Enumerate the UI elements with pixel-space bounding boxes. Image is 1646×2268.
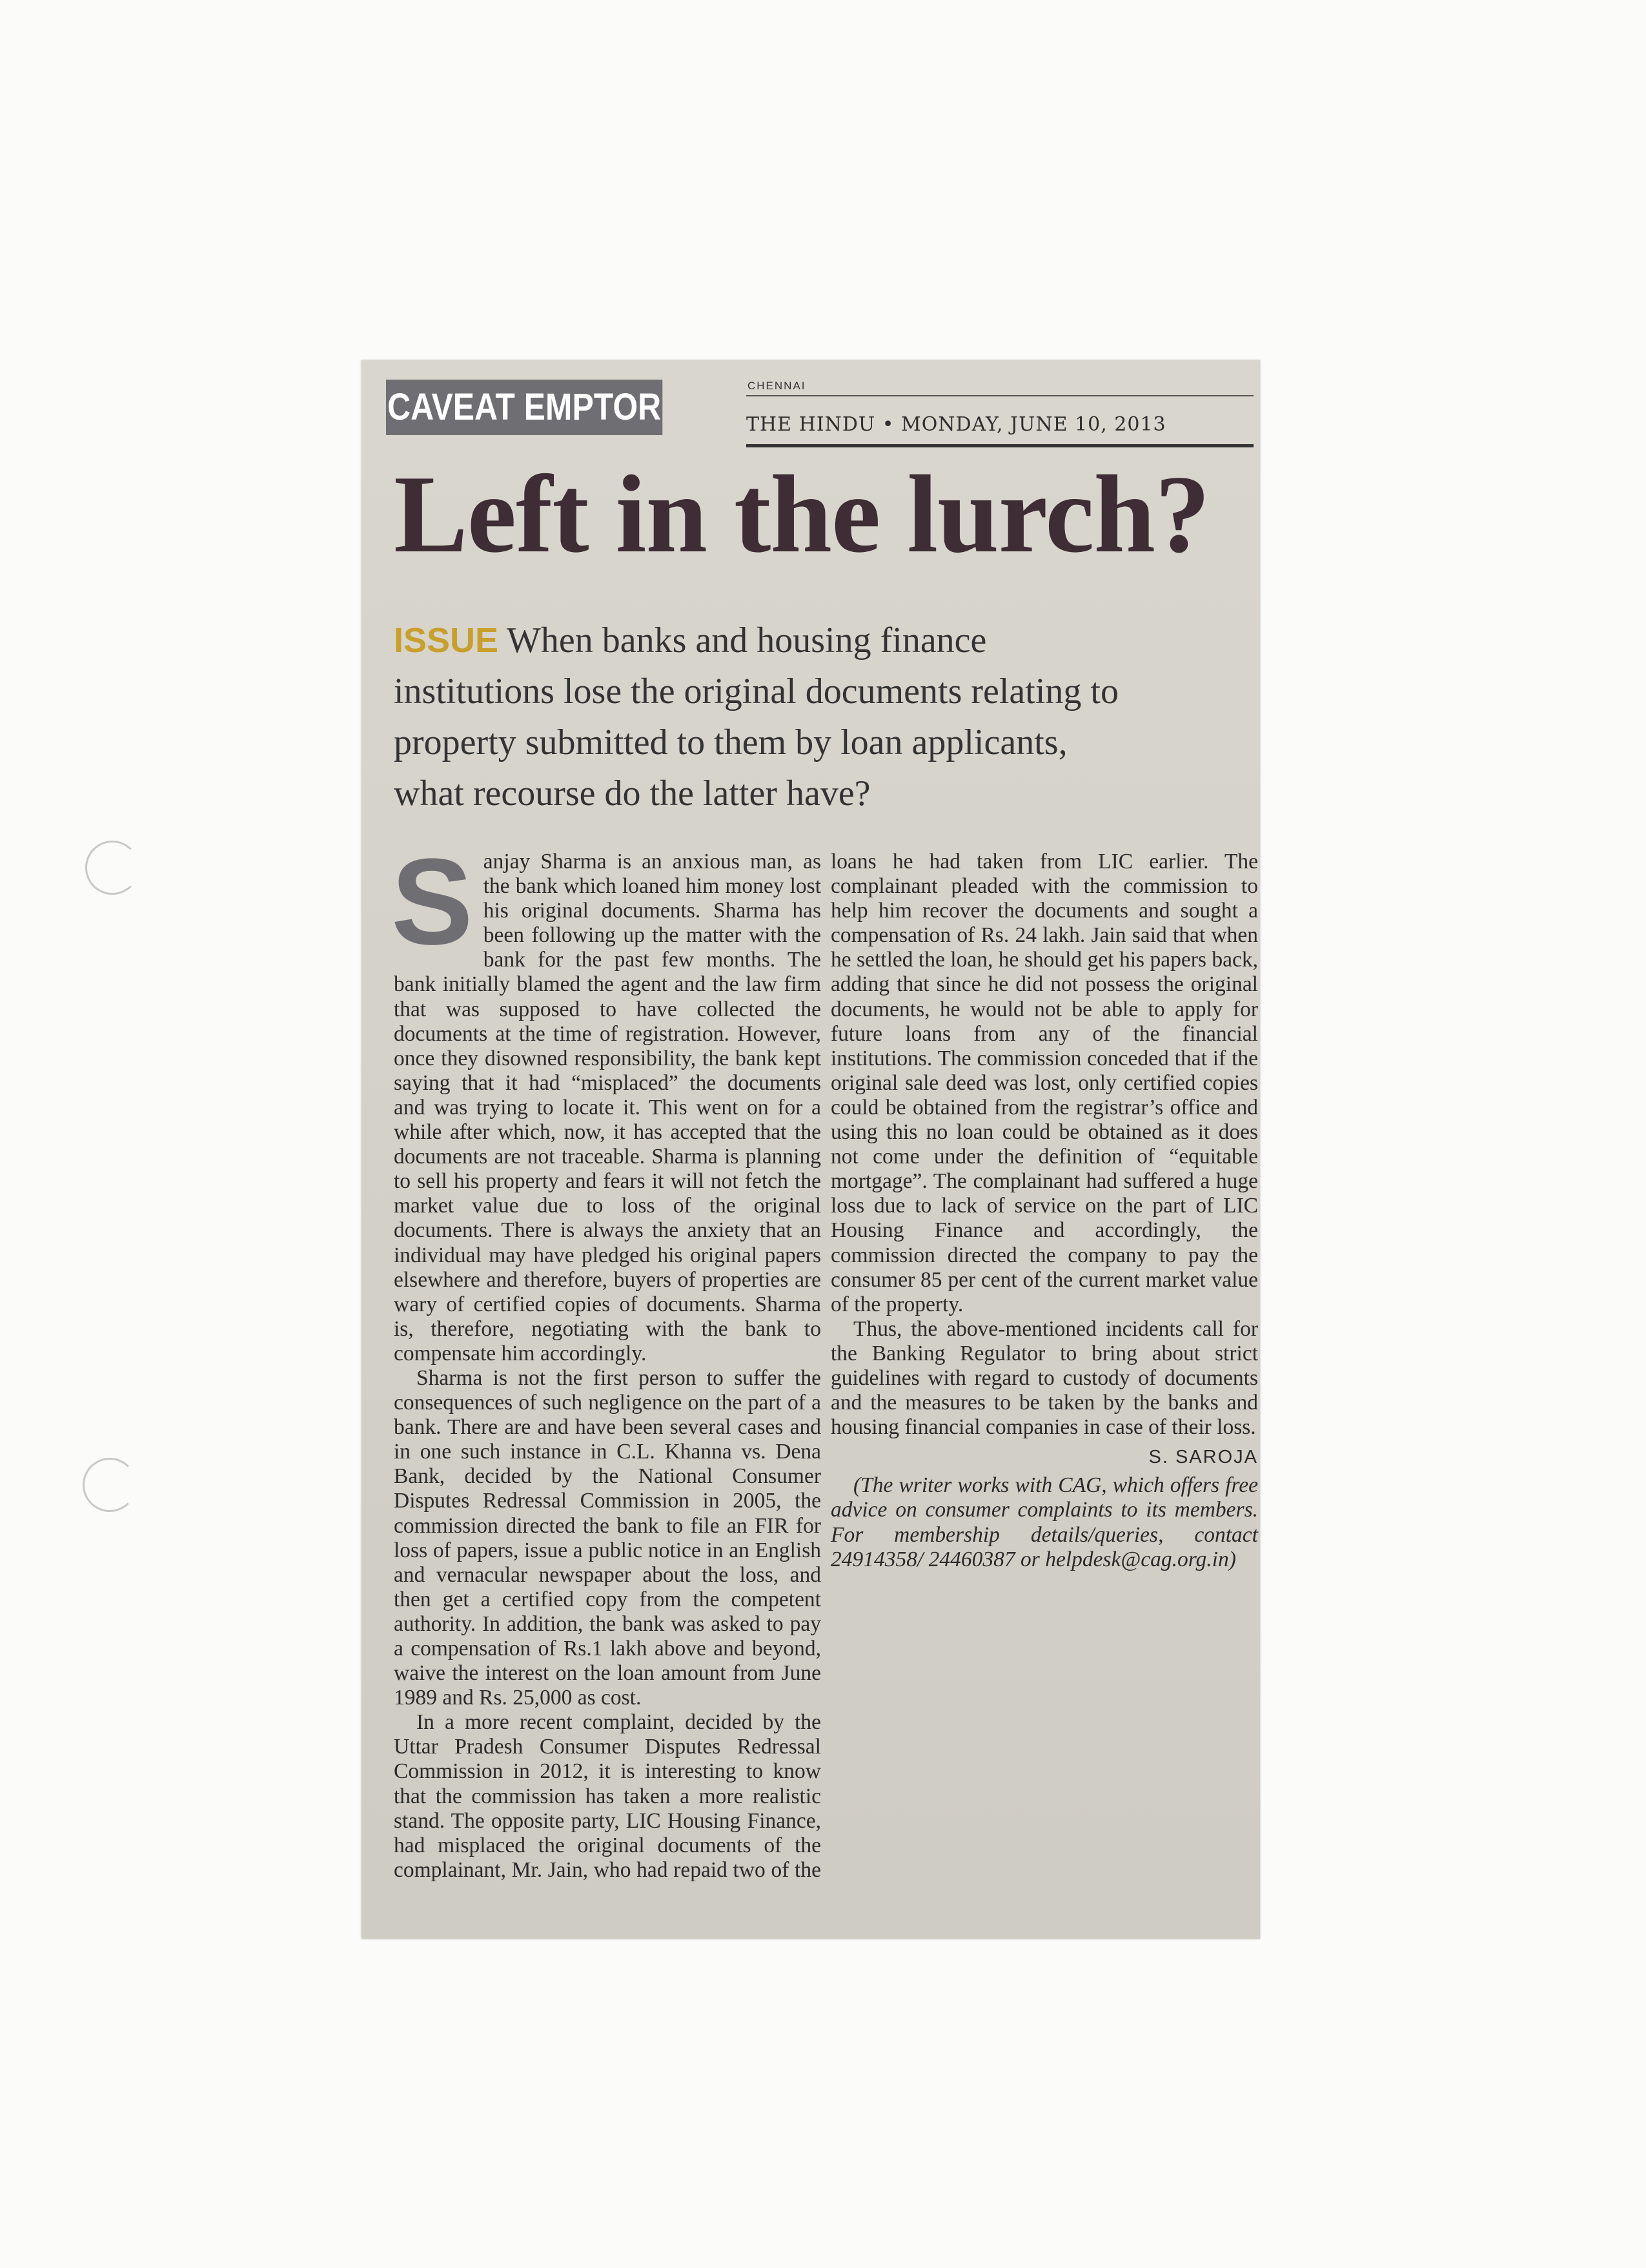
masthead-rule-bottom bbox=[746, 444, 1254, 447]
column-label: CAVEAT EMPTOR bbox=[386, 380, 662, 435]
paragraph-3: In a more recent complaint, decided by the Uttar Pradesh Consumer Disputes Redressal Commission in 2012, it is interesting to know that the commission has taken a more realistic stand. The opposite party, LIC Housing Finance, had misplaced the original documents of the complainant, Mr. Jain, who had repaid two of the bbox=[394, 1710, 821, 1882]
punch-hole-bottom bbox=[83, 1458, 137, 1512]
masthead-rule-top bbox=[746, 395, 1254, 396]
issue-label: ISSUE bbox=[394, 621, 499, 660]
paragraph-1: anjay Sharma is an anxious man, as the bank which loaned him money lost his original documents. Sharma has been following up the matter with the bank for the past few months. The bank initially blamed the agent and the law firm that was supposed to have collected the documents at the time of registration. However, once they disowned responsibility, the bank kept saying that it had “misplaced” the documents and was trying to locate it. This went on for a while after which, now, it has accepted that the documents are not traceable. Sharma is planning to sell his property and fears it will not fetch the market value due to loss of the original documents. There is always the anxiety that an individual may have pledged his original papers elsewhere and therefore, buyers of properties are wary of certified copies of documents. Sharma is, therefore, negotiating with the bank to compensate him accordingly. bbox=[394, 850, 821, 1365]
headline: Left in the lurch? bbox=[394, 453, 1210, 576]
deck bbox=[394, 615, 1136, 819]
article-column-2 bbox=[831, 850, 1258, 1572]
newspaper-clipping bbox=[361, 360, 1260, 1939]
edition-label: CHENNAI bbox=[747, 380, 806, 392]
author-note: (The writer works with CAG, which offers free advice on consumer complaints to its members. For membership details/queries, contact 24914358/ 24460387 or helpdesk@cag.org.in) bbox=[831, 1473, 1258, 1571]
paragraph-4: Thus, the above-mentioned incidents call for the Banking Regulator to bring about strict guidelines with regard to custody of documents and the measures to be taken by the banks and housing financial companies in case of their loss. bbox=[831, 1316, 1258, 1440]
deck-text: When banks and housing finance institutions lose the original documents relating to property submitted to them by loan applicants, what recourse do the latter have? bbox=[394, 620, 1119, 813]
drop-cap: S bbox=[391, 833, 473, 970]
author-byline: S. SAROJA bbox=[1148, 1447, 1258, 1468]
paragraph-3-continued: loans he had taken from LIC earlier. The complainant pleaded with the commission to help him recover the documents and sought a compensation of Rs. 24 lakh. Jain said that when he settled the loan, he should get his papers back, adding that since he did not possess the original documents, he would not be able to apply for future loans from any of the financial institutions. The commission conceded that if the original sale deed was lost, only certified copies could be obtained from the registrar’s office and using this no loan could be obtained as it does not come under the definition of “equitable mortgage”. The complainant had suffered a huge loss due to lack of service on the part of LIC Housing Finance and accordingly, the commission directed the company to pay the consumer 85 per cent of the current market value of the property. bbox=[831, 850, 1258, 1316]
punch-hole-top bbox=[85, 841, 139, 895]
paragraph-2: Sharma is not the first person to suffer the consequences of such negligence on the part of a bank. There are and have been several cases and in one such instance in C.L. Khanna vs. Dena Bank, decided by the National Consumer Disputes Redressal Commission in 2005, the commission directed the bank to file an FIR for loss of papers, issue a public notice in an English and vernacular newspaper about the loss, and then get a certified copy from the competent authority. In addition, the bank was asked to pay a compensation of Rs.1 lakh above and beyond, waive the interest on the loan amount from June 1989 and Rs. 25,000 as cost. bbox=[394, 1365, 821, 1710]
masthead: THE HINDU • MONDAY, JUNE 10, 2013 bbox=[746, 413, 1166, 436]
article-column-1 bbox=[391, 833, 821, 1883]
